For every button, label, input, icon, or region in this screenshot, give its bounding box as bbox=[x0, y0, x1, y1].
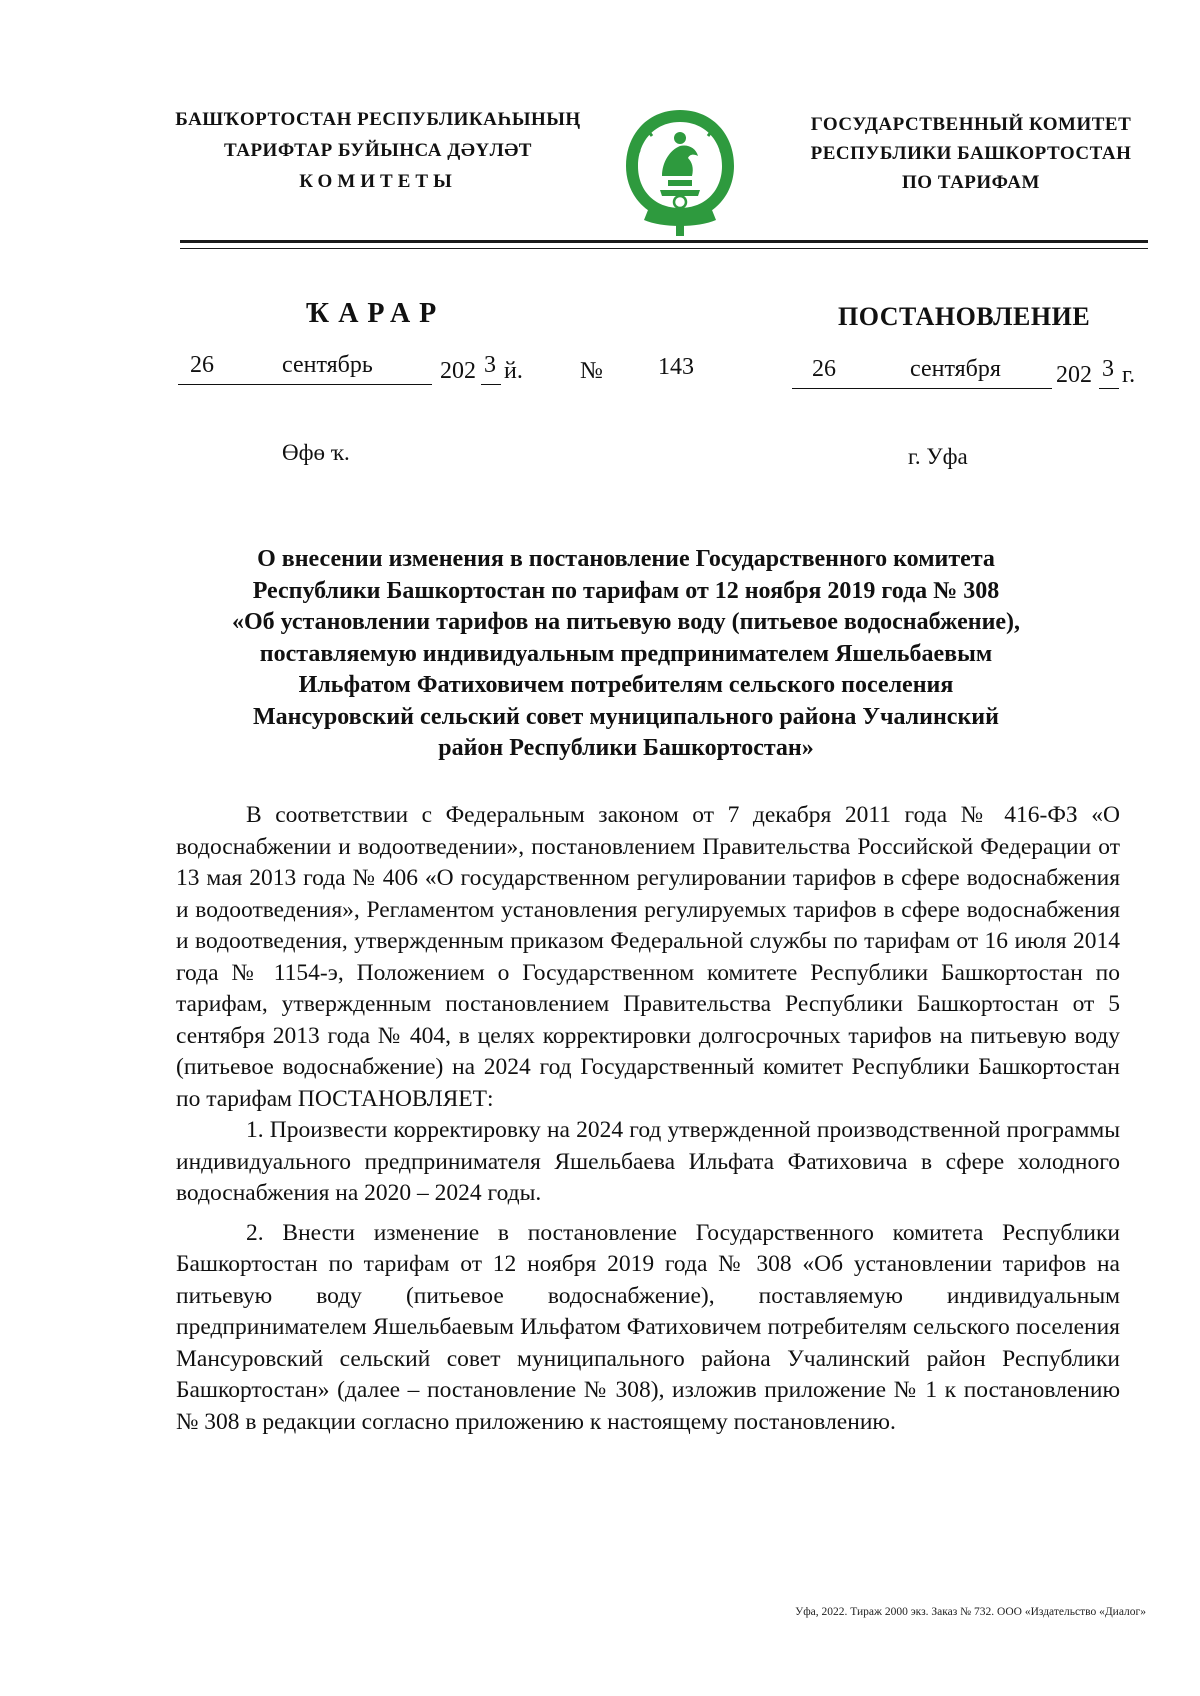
left-year-underline bbox=[481, 384, 501, 385]
document-title bbox=[176, 544, 1076, 765]
right-date-month: сентября bbox=[910, 356, 1001, 382]
title-line: Мансуровский сельский совет муниципального района Учалинский bbox=[253, 703, 999, 730]
header-russian-org bbox=[786, 110, 1156, 197]
header-left-line-2: ТАРИФТАР БУЙЫНСА ДӘҮЛӘТ bbox=[224, 140, 532, 161]
city-russian: г. Уфа bbox=[908, 444, 968, 469]
right-date-day: 26 bbox=[812, 356, 836, 382]
header-right-line-1: ГОСУДАРСТВЕННЫЙ КОМИТЕТ bbox=[810, 114, 1132, 135]
bashkortostan-coat-of-arms-icon bbox=[618, 106, 742, 238]
title-line: Республики Башкортостан по тарифам от 12 ноября 2019 года № 308 bbox=[252, 577, 1000, 604]
doc-type-russian: ПОСТАНОВЛЕНИЕ bbox=[838, 302, 1091, 331]
clause-2-paragraph: 2. Внести изменение в постановление Государственного комитета Республики Башкортостан по тарифам от 12 ноября 2019 года № 308 «Об установлении тарифов на питьевую воду (питьевое водоснабжение), поставляемую индивидуальным предпринимателем Яшельбаевым Ильфатом Фатиховичем потребителям сельского поселения Мансуровский сельский совет муниципального района Учалинский район Республики Башкортостан» (далее – постановление № 308), изложив приложение № 1 к постановлению № 308 в редакции согласно приложению к настоящему постановлению. bbox=[176, 1219, 1120, 1435]
header-divider-thin bbox=[180, 248, 1148, 249]
right-date-underline bbox=[792, 388, 1052, 389]
clause-1-paragraph: 1. Произвести корректировку на 2024 год утвержденной производственной программы индивидуального предпринимателя Яшельбаева Ильфата Фатиховича в сфере холодного водоснабжения на 2020 – 2024 годы. bbox=[176, 1117, 1120, 1206]
document-number: 143 bbox=[658, 354, 694, 380]
right-date-year-suffix: г. bbox=[1122, 362, 1136, 388]
left-date-year-prefix: 202 bbox=[440, 358, 476, 384]
number-sign: № bbox=[580, 358, 603, 384]
left-date-year-digit: 3 bbox=[484, 352, 496, 378]
right-date-year-prefix: 202 bbox=[1056, 362, 1092, 388]
left-date-day: 26 bbox=[190, 352, 214, 378]
right-year-underline bbox=[1099, 388, 1119, 389]
right-date-year-digit: 3 bbox=[1102, 356, 1114, 382]
header-right-line-2: РЕСПУБЛИКИ БАШКОРТОСТАН bbox=[810, 143, 1132, 164]
title-line: Ильфатом Фатиховичем потребителям сельского поселения bbox=[298, 672, 954, 698]
header-left-line-3: КОМИТЕТЫ bbox=[299, 171, 457, 192]
title-line: район Республики Башкортостан» bbox=[438, 735, 814, 761]
title-line: поставляемую индивидуальным предпринимателем Яшельбаевым bbox=[259, 640, 993, 667]
left-date-year-suffix: й. bbox=[504, 358, 523, 384]
title-line: «Об установлении тарифов на питьевую воду (питьевое водоснабжение), bbox=[231, 609, 1021, 635]
title-line: О внесении изменения в постановление Государственного комитета bbox=[257, 546, 995, 572]
header-bashkir-org bbox=[172, 104, 584, 197]
city-bashkir: Өфө ҡ. bbox=[282, 440, 350, 465]
header-right-line-3: ПО ТАРИФАМ bbox=[902, 172, 1040, 193]
left-date-month: сентябрь bbox=[282, 352, 373, 378]
doc-type-bashkir: ҠАРАР bbox=[306, 298, 446, 329]
header-divider-thick bbox=[180, 240, 1148, 243]
document-body bbox=[176, 800, 1120, 1438]
header-left-line-1: БАШҠОРТОСТАН РЕСПУБЛИКАҺЫНЫҢ bbox=[175, 109, 581, 130]
print-footer: Уфа, 2022. Тираж 2000 экз. Заказ № 732. ООО «Издательство «Диалог» bbox=[795, 1606, 1146, 1618]
preamble-paragraph: В соответствии с Федеральным законом от 7 декабря 2011 года № 416-ФЗ «О водоснабжении и водоотведении», постановлением Правительства Российской Федерации от 13 мая 2013 года № 406 «О государственном регулировании тарифов в сфере водоснабжения и водоотведения», Регламентом установления регулируемых тарифов в сфере водоснабжения и водоотведения, утвержденным приказом Федеральной службы по тарифам от 16 июля 2014 года № 1154-э, Положением о Государственном комитете Республики Башкортостан по тарифам, утвержденным постановлением Правительства Республики Башкортостан от 5 сентября 2013 года № 404, в целях корректировки долгосрочных тарифов на питьевую воду (питьевое водоснабжение) на 2024 год Государственный комитет Республики Башкортостан по тарифам ПОСТАНОВЛЯЕТ: bbox=[176, 802, 1120, 1112]
left-date-underline bbox=[178, 384, 432, 385]
